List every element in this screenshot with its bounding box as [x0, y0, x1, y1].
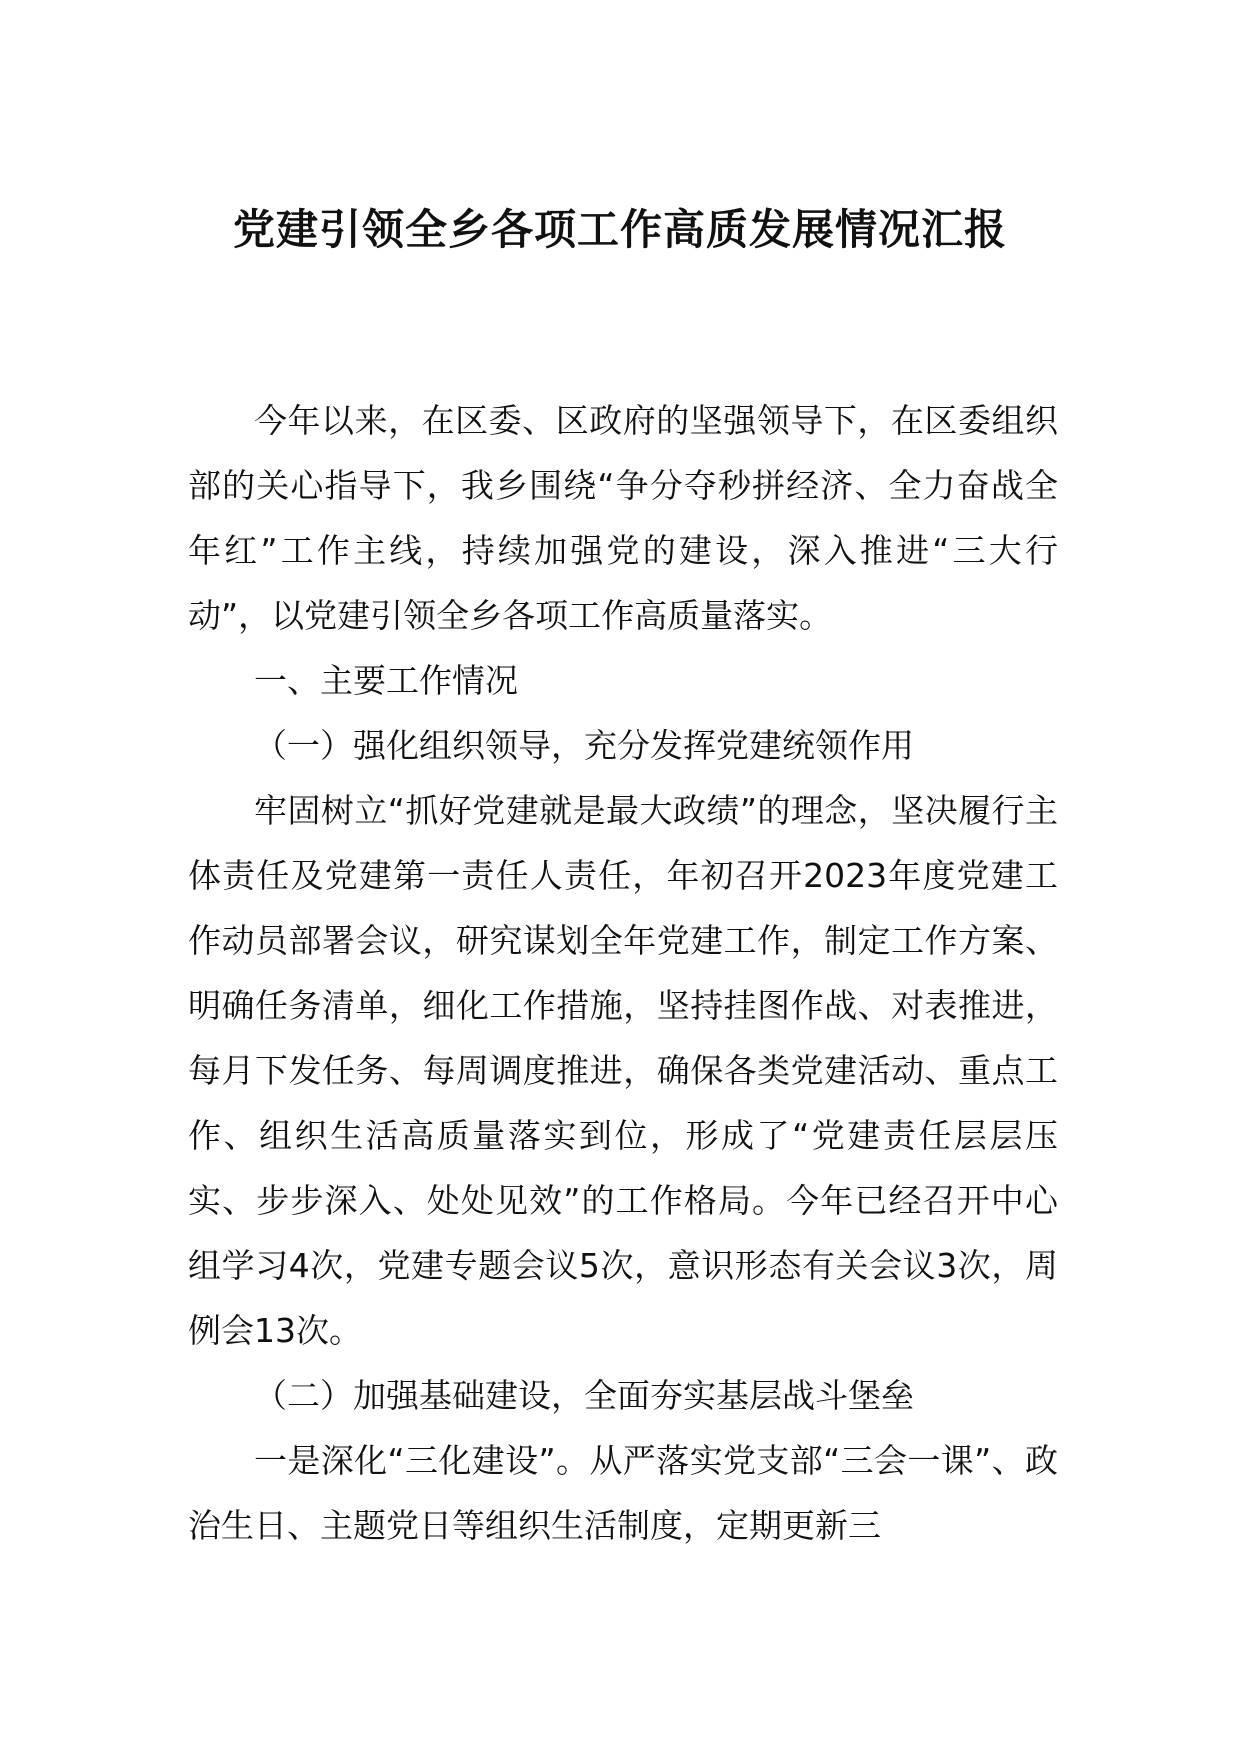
paragraph-basic-construction: 一是深化“三化建设”。从严落实党支部“三会一课”、政治生日、主题党日等组织生活制度，定期更新三 — [188, 1441, 1058, 1545]
paragraph-leadership: 牢固树立“抓好党建就是最大政绩”的理念，坚决履行主体责任及党建第一责任人责任，年初召开2023年度党建工作动员部署会议，研究谋划全年党建工作，制定工作方案、明确任务清单，细化工作措施，坚持挂图作战、对表推进，每月下发任务、每周调度推进，确保各类党建活动、重点工作、组织生活高质量落实到位，形成了“党建责任层层压实、步步深入、处处见效”的工作格局。今年已经召开中心组学习4次，党建专题会议5次，意识形态有关会议3次，周例会13次。 — [188, 791, 1058, 1350]
subsection-heading-1: （一）强化组织领导，充分发挥党建统领作用 — [254, 726, 914, 765]
subsection-heading-2: （二）加强基础建设，全面夯实基层战斗堡垒 — [254, 1376, 914, 1415]
section-heading-main-work: 一、主要工作情况 — [254, 661, 518, 700]
document-body — [188, 388, 1058, 1558]
document-title: 党建引领全乡各项工作高质发展情况汇报 — [232, 205, 1007, 254]
intro-paragraph: 今年以来，在区委、区政府的坚强领导下，在区委组织部的关心指导下，我乡围绕“争分夺秒拼经济、全力奋战全年红”工作主线，持续加强党的建设，深入推进“三大行动”，以党建引领全乡各项工作高质量落实。 — [188, 401, 1058, 635]
